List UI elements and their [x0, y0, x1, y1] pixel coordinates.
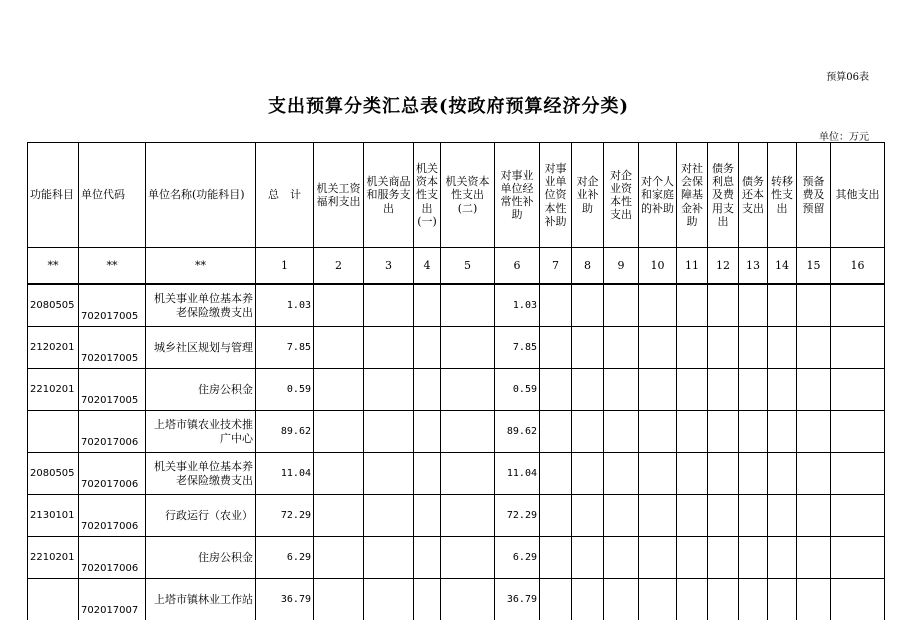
value-cell	[639, 495, 677, 537]
column-index: 7	[540, 248, 572, 284]
value-cell	[639, 285, 677, 327]
value-cell	[572, 537, 604, 579]
value-cell	[639, 537, 677, 579]
column-index: 16	[831, 248, 885, 284]
column-header: 预备费及预留	[797, 143, 831, 248]
unit-code-cell: 702017006	[79, 411, 146, 453]
value-cell	[677, 327, 708, 369]
value-cell	[540, 453, 572, 495]
value-cell	[739, 495, 768, 537]
column-header: 对企业资本性支出	[604, 143, 639, 248]
unit-code-cell: 702017006	[79, 453, 146, 495]
unit-code-cell: 702017006	[79, 537, 146, 579]
value-cell	[314, 537, 364, 579]
value-cell	[364, 453, 414, 495]
value-cell	[768, 495, 797, 537]
total-cell: 72.29	[256, 495, 314, 537]
column-index: 2	[314, 248, 364, 284]
value-cell	[768, 285, 797, 327]
unit-name-cell: 城乡社区规划与管理	[146, 327, 256, 369]
value-cell	[708, 285, 739, 327]
value-cell	[677, 453, 708, 495]
column-index: **	[28, 248, 79, 284]
value-cell	[572, 453, 604, 495]
unit-code-cell: 702017005	[79, 369, 146, 411]
value-cell	[797, 411, 831, 453]
total-cell: 6.29	[256, 537, 314, 579]
total-cell: 1.03	[256, 285, 314, 327]
column-index: **	[146, 248, 256, 284]
value-cell	[708, 453, 739, 495]
value-cell	[797, 369, 831, 411]
value-cell	[314, 453, 364, 495]
unit-name-cell: 行政运行（农业）	[146, 495, 256, 537]
column-index: 3	[364, 248, 414, 284]
value-cell	[441, 369, 495, 411]
value-cell	[572, 369, 604, 411]
column-header: 对企业补助	[572, 143, 604, 248]
value-cell	[441, 327, 495, 369]
header-row	[28, 143, 885, 248]
value-cell	[797, 495, 831, 537]
value-cell	[797, 453, 831, 495]
value-cell	[540, 369, 572, 411]
value-cell	[768, 369, 797, 411]
value-cell	[441, 453, 495, 495]
budget-table	[27, 142, 885, 620]
column-header: 总 计	[256, 143, 314, 248]
value-cell	[677, 369, 708, 411]
value-cell	[540, 411, 572, 453]
value-cell	[739, 453, 768, 495]
value-cell	[364, 537, 414, 579]
value-cell	[604, 537, 639, 579]
value-cell	[831, 285, 885, 327]
value-cell	[604, 411, 639, 453]
value-cell	[414, 537, 441, 579]
unit-name-cell: 机关事业单位基本养老保险缴费支出	[146, 285, 256, 327]
value-cell	[639, 369, 677, 411]
value-cell	[364, 285, 414, 327]
column-header: 机关资本性支出(二)	[441, 143, 495, 248]
column-index: 12	[708, 248, 739, 284]
value-cell	[797, 537, 831, 579]
value-cell	[572, 285, 604, 327]
value-cell	[831, 327, 885, 369]
column-header: 债务利息及费用支出	[708, 143, 739, 248]
column-index: 5	[441, 248, 495, 284]
value-cell	[314, 411, 364, 453]
value-cell	[639, 453, 677, 495]
value-cell	[441, 285, 495, 327]
total-cell: 11.04	[256, 453, 314, 495]
value-cell	[739, 411, 768, 453]
value-cell	[540, 537, 572, 579]
value-cell	[604, 369, 639, 411]
column-index: 4	[414, 248, 441, 284]
unit-name-cell: 住房公积金	[146, 369, 256, 411]
unit-name-cell: 机关事业单位基本养老保险缴费支出	[146, 453, 256, 495]
column-index: 6	[495, 248, 540, 284]
value-cell	[604, 495, 639, 537]
column-index: **	[79, 248, 146, 284]
total-cell: 89.62	[256, 411, 314, 453]
value-cell	[604, 285, 639, 327]
value-cell	[708, 537, 739, 579]
value-cell	[604, 327, 639, 369]
value-cell	[739, 285, 768, 327]
column-header: 对社会保障基金补助	[677, 143, 708, 248]
value-cell	[414, 411, 441, 453]
unit-name-cell: 上塔市镇农业技术推广中心	[146, 411, 256, 453]
value-cell	[739, 369, 768, 411]
value-cell	[414, 369, 441, 411]
value-cell	[540, 579, 572, 621]
column-header: 功能科目	[28, 143, 79, 248]
value-cell: 1.03	[495, 285, 540, 327]
column-header: 单位代码	[79, 143, 146, 248]
value-cell	[797, 327, 831, 369]
column-header: 对个人和家庭的补助	[639, 143, 677, 248]
value-cell	[677, 285, 708, 327]
unit-code-cell: 702017005	[79, 285, 146, 327]
unit-label: 单位：万元	[819, 132, 869, 143]
value-cell: 89.62	[495, 411, 540, 453]
value-cell	[414, 327, 441, 369]
unit-name-cell: 上塔市镇林业工作站	[146, 579, 256, 621]
value-cell	[604, 453, 639, 495]
column-header: 转移性支出	[768, 143, 797, 248]
value-cell	[314, 579, 364, 621]
value-cell	[540, 285, 572, 327]
value-cell	[364, 579, 414, 621]
column-index: 9	[604, 248, 639, 284]
column-header: 债务还本支出	[739, 143, 768, 248]
table-row	[28, 327, 885, 369]
value-cell	[677, 411, 708, 453]
unit-name-cell: 住房公积金	[146, 537, 256, 579]
value-cell	[831, 369, 885, 411]
value-cell	[540, 327, 572, 369]
value-cell	[441, 537, 495, 579]
total-cell: 0.59	[256, 369, 314, 411]
value-cell	[739, 327, 768, 369]
column-header: 机关工资福利支出	[314, 143, 364, 248]
value-cell	[441, 579, 495, 621]
value-cell	[708, 369, 739, 411]
unit-code-cell: 702017005	[79, 327, 146, 369]
table-row	[28, 579, 885, 621]
value-cell	[639, 327, 677, 369]
value-cell	[739, 579, 768, 621]
table-row	[28, 369, 885, 411]
value-cell: 6.29	[495, 537, 540, 579]
column-header: 其他支出	[831, 143, 885, 248]
value-cell	[831, 537, 885, 579]
value-cell	[831, 495, 885, 537]
function-code-cell: 2130101	[28, 495, 79, 537]
function-code-cell: 2120201	[28, 327, 79, 369]
column-header: 机关资本性支出(一)	[414, 143, 441, 248]
value-cell	[677, 537, 708, 579]
value-cell	[314, 369, 364, 411]
value-cell	[414, 285, 441, 327]
column-index: 14	[768, 248, 797, 284]
value-cell: 72.29	[495, 495, 540, 537]
value-cell: 11.04	[495, 453, 540, 495]
column-header: 单位名称(功能科目)	[146, 143, 256, 248]
function-code-cell: 2080505	[28, 285, 79, 327]
value-cell	[831, 411, 885, 453]
value-cell	[414, 579, 441, 621]
value-cell	[831, 453, 885, 495]
value-cell	[572, 327, 604, 369]
value-cell	[708, 495, 739, 537]
value-cell	[797, 285, 831, 327]
value-cell: 36.79	[495, 579, 540, 621]
unit-code-cell: 702017007	[79, 579, 146, 621]
total-cell: 36.79	[256, 579, 314, 621]
value-cell	[768, 327, 797, 369]
value-cell	[314, 495, 364, 537]
index-row	[28, 248, 885, 284]
value-cell	[314, 327, 364, 369]
value-cell	[708, 411, 739, 453]
function-code-cell: 2210201	[28, 369, 79, 411]
value-cell	[414, 453, 441, 495]
value-cell	[540, 495, 572, 537]
value-cell	[739, 537, 768, 579]
table-row	[28, 453, 885, 495]
form-number: 预算06表	[826, 72, 869, 83]
table-row	[28, 495, 885, 537]
unit-code-cell: 702017006	[79, 495, 146, 537]
column-index: 11	[677, 248, 708, 284]
value-cell	[677, 579, 708, 621]
value-cell	[639, 579, 677, 621]
value-cell	[572, 579, 604, 621]
value-cell	[314, 285, 364, 327]
value-cell	[831, 579, 885, 621]
value-cell	[364, 369, 414, 411]
value-cell	[768, 579, 797, 621]
table-row	[28, 285, 885, 327]
column-index: 10	[639, 248, 677, 284]
value-cell	[572, 495, 604, 537]
value-cell	[768, 411, 797, 453]
value-cell	[604, 579, 639, 621]
column-header: 对事业单位资本性补助	[540, 143, 572, 248]
value-cell	[639, 411, 677, 453]
value-cell	[768, 453, 797, 495]
value-cell	[768, 537, 797, 579]
value-cell	[441, 495, 495, 537]
column-index: 1	[256, 248, 314, 284]
column-index: 15	[797, 248, 831, 284]
value-cell	[708, 327, 739, 369]
function-code-cell: 2210201	[28, 537, 79, 579]
value-cell: 0.59	[495, 369, 540, 411]
column-index: 8	[572, 248, 604, 284]
value-cell	[364, 327, 414, 369]
value-cell	[414, 495, 441, 537]
value-cell	[572, 411, 604, 453]
column-header: 对事业单位经常性补助	[495, 143, 540, 248]
value-cell: 7.85	[495, 327, 540, 369]
function-code-cell	[28, 411, 79, 453]
value-cell	[364, 411, 414, 453]
column-index: 13	[739, 248, 768, 284]
value-cell	[677, 495, 708, 537]
total-cell: 7.85	[256, 327, 314, 369]
column-header: 机关商品和服务支出	[364, 143, 414, 248]
page-title: 支出预算分类汇总表(按政府预算经济分类)	[267, 96, 630, 117]
value-cell	[364, 495, 414, 537]
table-row	[28, 411, 885, 453]
value-cell	[441, 411, 495, 453]
function-code-cell	[28, 579, 79, 621]
table-row	[28, 537, 885, 579]
value-cell	[797, 579, 831, 621]
value-cell	[708, 579, 739, 621]
function-code-cell: 2080505	[28, 453, 79, 495]
